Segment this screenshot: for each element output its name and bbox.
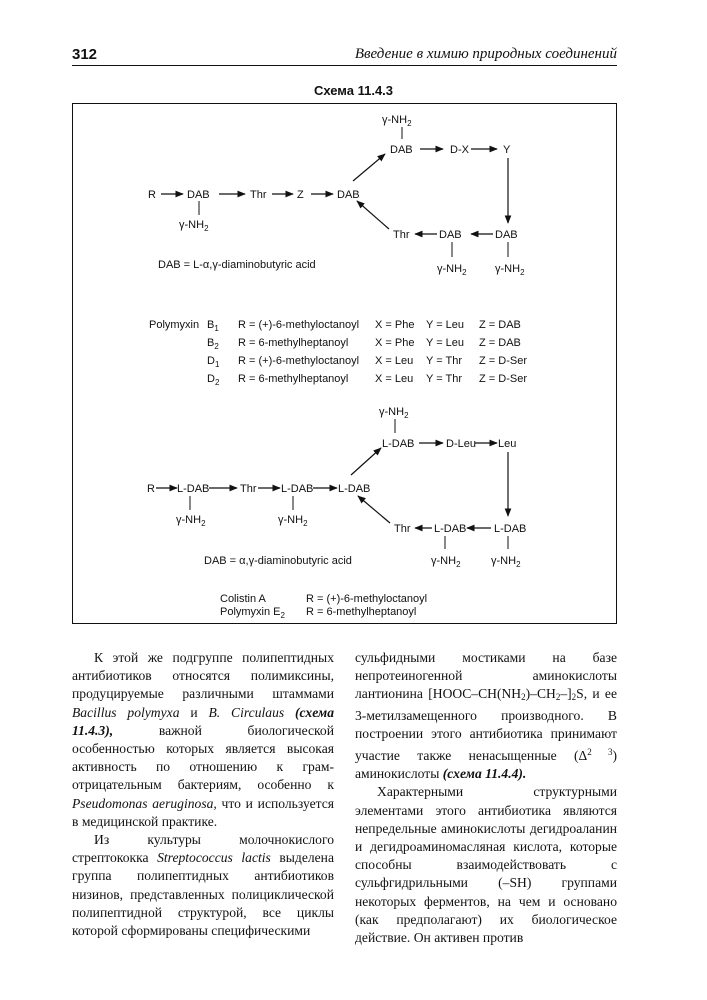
node-dab-upper: DAB [390,144,413,156]
upper-sidechain: $\gamma-NH_2$ [379,406,409,420]
variant-y: Y = Leu [426,319,465,331]
polymyxin-e-label: Polymyxin $E_2$ [220,606,285,620]
node-z: Z [297,189,304,201]
variant-name: $D_2$ [207,373,220,387]
dab1-sidechain: $\gamma-NH_2$ [179,219,209,233]
variant-r: R = (+)-6-methyloctanoyl [238,319,360,331]
paragraph: Из культуры молочнокислого стрептококка Streptococcus lactis выделена группа полипептидных антибиотиков низинов, представленных полициклической полипептидной структурой, все циклы которой сформированы специфическими [72,832,334,939]
node-dab-ring: DAB [337,189,360,201]
text-column-right [355,649,617,947]
ldab2-sidechain: $\gamma-NH_2$ [278,514,308,528]
upper-sidechain: $\gamma-NH_2$ [382,114,412,128]
variant-z: Z = DAB [479,319,521,331]
variant-x: X = Leu [375,373,414,385]
variant-name: $B_1$ [207,319,219,333]
scheme-diagram [73,104,616,623]
ldab-mid-sidechain: $\gamma-NH_2$ [431,555,461,569]
node-d-leu: D-Leu [446,438,476,450]
header-rule [72,65,617,66]
scheme-box [72,103,617,624]
arrow-thr-dab-ring [357,201,389,229]
variant-name: $D_1$ [207,355,220,369]
node-ldab-upper: L-DAB [382,438,415,450]
dab-mid-sidechain: $\gamma-NH_2$ [437,263,467,277]
node-r: R [148,189,156,201]
running-title: Введение в химию природных соединений [354,46,617,62]
paragraph: К этой же подгруппе полипептидных антибиотиков относятся полимиксины, продуцируемые различными штаммами Bacillus polymyxa и B. Circulaus (схема 11.4.3), важной биологической особенностью которых является высокая активность по отношению к грам-отрицательным бактериям, особенно к Pseudomonas aeruginosa, что и используется в медицинской практике. [72,650,334,829]
node-thr-1: Thr [240,483,257,495]
node-dab-mid: DAB [439,229,462,241]
polymyxin-structure [148,114,525,277]
arrow-ldab-upper [351,448,381,475]
variant-y: Y = Leu [426,337,465,349]
page-header [72,36,617,66]
dab-right-sidechain: $\gamma-NH_2$ [495,263,525,277]
node-thr-2: Thr [393,229,410,241]
variant-x: X = Phe [375,337,415,349]
node-ldab-ring: L-DAB [338,483,371,495]
node-r: R [147,483,155,495]
variant-r: R = (+)-6-methyloctanoyl [238,355,360,367]
ldab-right-sidechain: $\gamma-NH_2$ [491,555,521,569]
variant-y: Y = Thr [426,355,462,367]
polymyxin-table [149,319,527,387]
variant-z: Z = DAB [479,337,521,349]
page-number: 312 [72,46,98,63]
polymyxin-label: Polymyxin [149,319,200,331]
scheme-title: Схема 11.4.3 [313,83,394,98]
node-d-x: D-X [450,144,469,156]
ldab1-sidechain: $\gamma-NH_2$ [176,514,206,528]
node-leu: Leu [498,438,517,450]
top-legend: DAB = L-α,γ-diaminobutyric acid [158,259,316,271]
polymyxin-e-r: R = 6-methylheptanoyl [306,606,417,618]
variant-y: Y = Thr [426,373,462,385]
colistin-structure [147,406,526,620]
variant-x: X = Leu [375,355,414,367]
node-ldab-right: L-DAB [494,523,527,535]
variant-name: $B_2$ [207,337,219,351]
node-dab-right: DAB [495,229,518,241]
variant-x: X = Phe [375,319,415,331]
variant-r: R = 6-methylheptanoyl [238,337,349,349]
variant-r: R = 6-methylheptanoyl [238,373,349,385]
colistin-label: Colistin A [220,593,266,605]
node-ldab-2: L-DAB [281,483,314,495]
node-thr-2: Thr [394,523,411,535]
node-ldab-mid: L-DAB [434,523,467,535]
text-column-left [72,649,334,940]
arrow-dab-upper [353,154,385,181]
node-thr-1: Thr [250,189,267,201]
node-y: Y [503,144,511,156]
bottom-legend: DAB = α,γ-diaminobutyric acid [204,555,352,567]
variant-z: Z = D-Ser [479,355,527,367]
paragraph: сульфидными мостиками на базе непротеиногенной аминокислоты лантионина [HOOC–CH(NH2)–CH2–]2S, и ее 3-метилзамещенного производного. В построении этого антибиотика принимают участие также ненасыщенные $(\Delta^{2 3})$ аминокислоты (схема 11.4.4). [355,650,617,782]
variant-z: Z = D-Ser [479,373,527,385]
colistin-r: R = (+)-6-methyloctanoyl [306,593,428,605]
paragraph: Характерными структурными элементами этого антибиотика являются непредельные аминокислоты дегидроаланин и дегидроаминомасляная кислота, которые способны взаимодействовать с сульфгидрильными (–SH) группами некоторых ферментов, на чем и основано (как предполагают) их биологическое действие. Он активен против [355,784,617,946]
node-dab-1: DAB [187,189,210,201]
arrow-thr-ldab-ring [358,496,390,523]
node-ldab-1: L-DAB [177,483,210,495]
